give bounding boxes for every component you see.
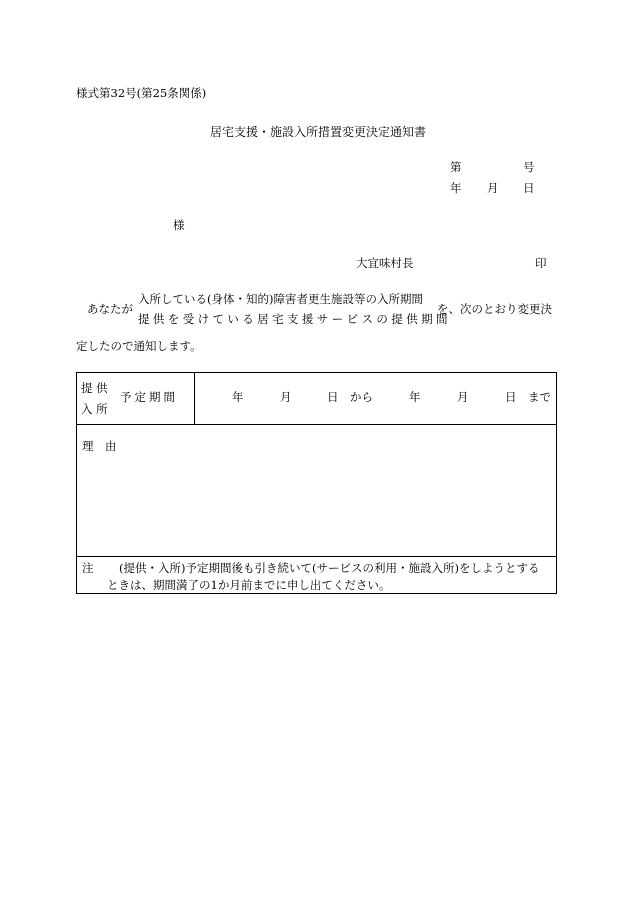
- table-divider-period: [76, 424, 557, 425]
- body-continuation: を、次のとおり変更決: [437, 302, 552, 316]
- period-from-month: 月: [280, 390, 292, 404]
- header-nyusho: 入 所: [81, 402, 108, 416]
- issue-date-year: 年: [450, 181, 462, 195]
- note-line-1: (提供・入所)予定期間後も引き続いて(サービスの利用・施設入所)をしようとする: [119, 561, 540, 575]
- table-header-divider: [194, 372, 195, 424]
- recipient-honorific: 様: [173, 218, 185, 232]
- issue-date-month: 月: [487, 181, 499, 195]
- table-divider-note: [76, 556, 557, 557]
- period-to-day: 日: [505, 390, 517, 404]
- note-label: 注: [82, 561, 94, 575]
- document-title: 居宅支援・施設入所措置変更決定通知書: [210, 125, 427, 139]
- issue-date-day: 日: [523, 181, 535, 195]
- issuer-name: 大宜味村長: [356, 256, 414, 270]
- period-to-year: 年: [409, 390, 421, 404]
- body-option-2: 提供を受けている居宅支援サービスの提供期間: [138, 312, 451, 326]
- note-line-2: ときは、期間満了の1か月前までに申し出てください。: [107, 578, 391, 592]
- period-from-day: 日: [327, 390, 339, 404]
- body-lead: あなたが: [87, 302, 133, 316]
- period-from-year: 年: [232, 390, 244, 404]
- reason-label: 理 由: [82, 439, 117, 453]
- header-period: 予定期間: [120, 390, 178, 404]
- period-to-suffix: まで: [528, 390, 551, 404]
- period-from-suffix: から: [350, 390, 373, 404]
- issue-number-prefix: 第: [450, 160, 462, 174]
- body-line-2: 定したので通知します。: [76, 339, 202, 353]
- header-teikyo: 提 供: [81, 381, 108, 395]
- period-to-month: 月: [457, 390, 469, 404]
- issue-number-suffix: 号: [523, 160, 535, 174]
- seal-mark: 印: [535, 256, 547, 270]
- form-number: 様式第32号(第25条関係): [76, 86, 207, 100]
- body-option-1: 入所している(身体・知的)障害者更生施設等の入所期間: [138, 292, 423, 306]
